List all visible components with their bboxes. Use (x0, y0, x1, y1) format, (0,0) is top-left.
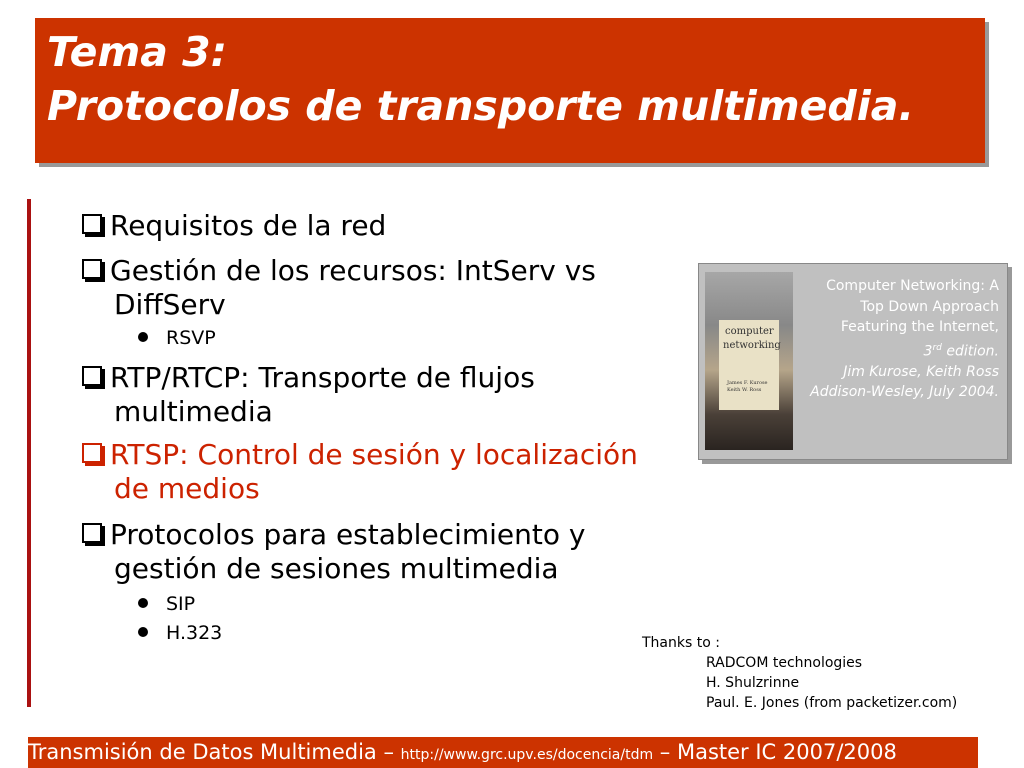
checkbox-bullet-icon (82, 366, 102, 386)
book-title-line-2: Top Down Approach (860, 298, 999, 315)
book-cover-title-1: computer (725, 326, 774, 337)
checkbox-bullet-icon (82, 523, 102, 543)
footer-url: http://www.grc.upv.es/docencia/tdm (400, 747, 654, 763)
book-cover-title-2: networking (723, 340, 781, 351)
bullet-protocolos-sesiones: Protocolos para establecimiento y gestión de sesiones multimedia (82, 518, 585, 586)
footer-program: – Master IC 2007/2008 (653, 740, 897, 764)
bullet-gestion-recursos: Gestión de los recursos: IntServ vs DiffServ (82, 254, 596, 322)
checkbox-bullet-icon (82, 259, 102, 279)
bullet-rtp-rtcp: RTP/RTCP: Transporte de flujos multimedia (82, 361, 535, 429)
book-cover-image (705, 272, 793, 450)
thanks-heading: Thanks to : (642, 635, 720, 651)
footer-course: Transmisión de Datos Multimedia – (28, 740, 401, 764)
slide-footer (28, 737, 978, 768)
checkbox-bullet-icon (82, 214, 102, 234)
dot-bullet-icon (138, 627, 148, 637)
book-cover-authors: James F. Kurose Keith W. Ross (727, 380, 768, 393)
book-citation (810, 276, 999, 403)
book-cover-label (719, 320, 779, 410)
sub-bullet-rsvp: RSVP (138, 327, 216, 349)
bullet-requisitos: Requisitos de la red (82, 209, 386, 243)
slide-title-line-2: Protocolos de transporte multimedia. (47, 82, 915, 130)
book-title-line-1: Computer Networking: A (826, 278, 999, 294)
thanks-name: RADCOM technologies (706, 655, 863, 671)
book-publisher: Addison-Wesley, July 2004. (810, 384, 999, 401)
book-title-line-3: Featuring the Internet, (840, 319, 999, 335)
thanks-name: Paul. E. Jones (from packetizer.com) (706, 695, 958, 711)
book-reference-panel (698, 263, 1008, 460)
checkbox-bullet-icon (82, 443, 102, 463)
left-accent-bar (27, 199, 31, 707)
book-edition: 3rd edition. (923, 342, 999, 360)
acknowledgements (642, 633, 958, 711)
sub-bullet-h323: H.323 (138, 622, 222, 644)
slide-title-box (35, 18, 985, 163)
dot-bullet-icon (138, 332, 148, 342)
bullet-rtsp: RTSP: Control de sesión y localización de medios (82, 438, 638, 506)
dot-bullet-icon (138, 598, 148, 608)
sub-bullet-sip: SIP (138, 593, 195, 615)
thanks-name: H. Shulzrinne (706, 675, 800, 691)
book-authors: Jim Kurose, Keith Ross (843, 363, 999, 380)
slide-title-line-1: Tema 3: (47, 28, 228, 76)
